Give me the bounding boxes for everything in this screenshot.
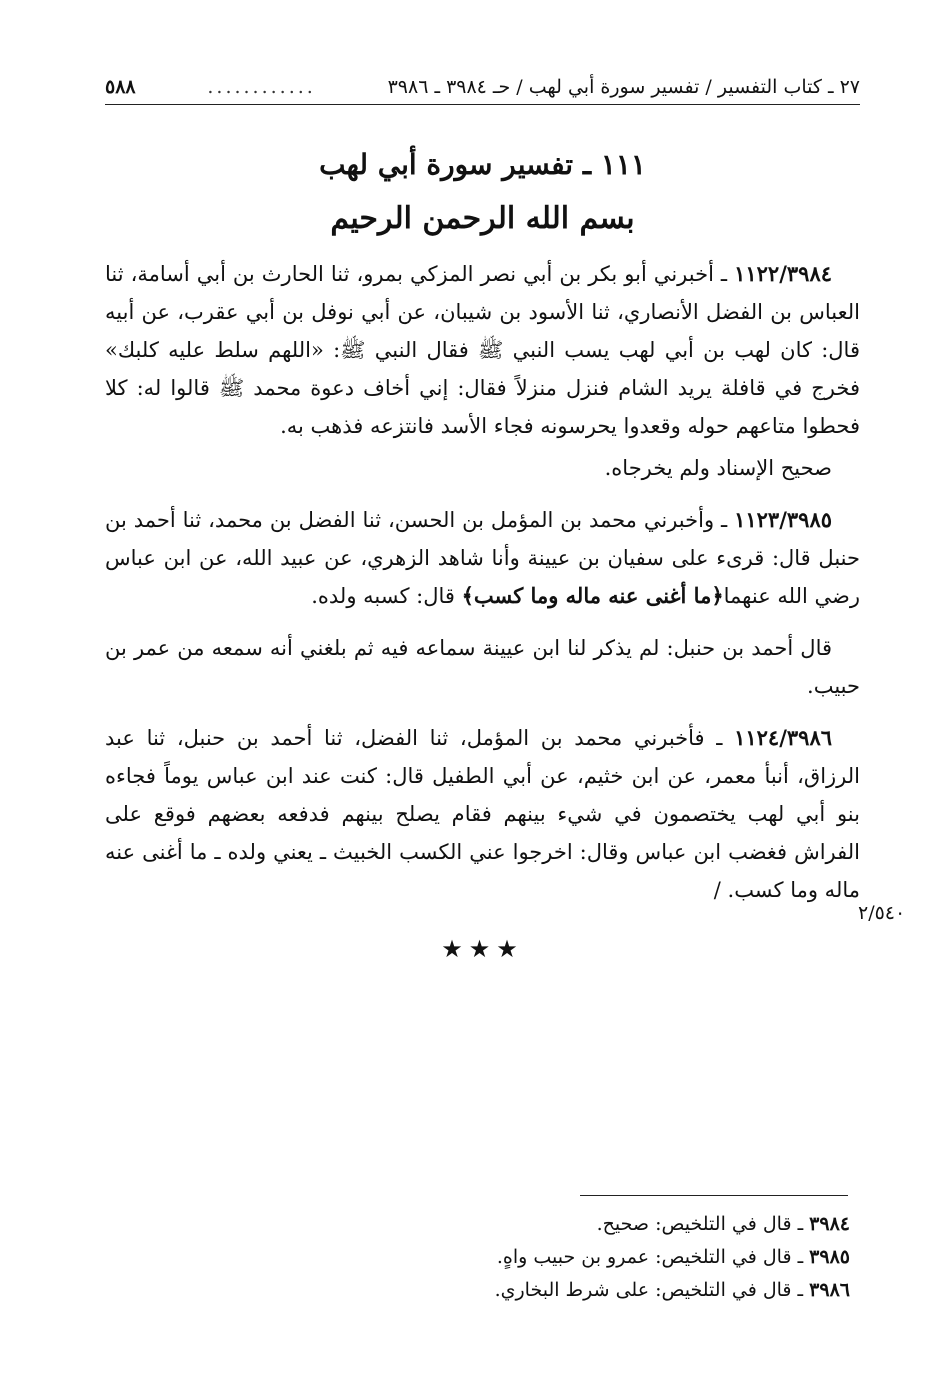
section-end-stars: ★★★ (441, 935, 524, 963)
hadith-3984-grade: صحيح الإسناد ولم يخرجاه. (604, 456, 832, 480)
hadith-number: ١١٢٤/٣٩٨٦ (734, 725, 832, 750)
hadith-3986 (105, 719, 860, 909)
hadith-3984 (105, 255, 860, 445)
hadith-text-end: قال: كسبه ولده. (311, 584, 462, 608)
margin-reference: ٢/٥٤٠ (858, 902, 906, 924)
running-head-dots: ............ (207, 76, 316, 98)
sura-title: ١١١ ـ تفسير سورة أبي لهب (319, 148, 646, 181)
running-head-title: ٢٧ ـ كتاب التفسير / تفسير سورة أبي لهب / حـ ٣٩٨٤ ـ ٣٩٨٦ (387, 76, 860, 98)
footnote-item: ٣٩٨٤ ـ قال في التلخيص: صحيح. (596, 1213, 850, 1235)
footnote-item: ٣٩٨٦ ـ قال في التلخيص: على شرط البخاري. (494, 1279, 850, 1301)
page-number: ٥٨٨ (105, 76, 136, 98)
hadith-number: ١١٢٣/٣٩٨٥ (734, 507, 832, 532)
footnote-divider (580, 1195, 848, 1196)
basmala: بسم الله الرحمن الرحيم (330, 201, 635, 236)
footnotes (420, 1208, 850, 1307)
hadith-3985 (105, 501, 860, 615)
hadith-text: ـ وأخبرني محمد بن المؤمل بن الحسن، ثنا الفضل بن محمد، ثنا أحمد بن حنبل قال: قرىء على سفيان بن عيينة وأنا شاهد الزهري، عن عبيد الله، عن ابن عباس رضي الله عنهما (105, 508, 860, 608)
hadith-text: ـ فأخبرني محمد بن المؤمل، ثنا الفضل، ثنا أحمد بن حنبل، ثنا عبد الرزاق، أنبأ معمر، عن ابن خثيم، عن أبي الطفيل قال: كنت عند ابن عباس يوماً فجاءه بنو أبي لهب يختصمون في شيء بينهم فقام يصلح بينهم فدفعه بعضهم فوقع على الفراش فغضب ابن عباس وقال: اخرجوا عني الكسب الخبيث ـ يعني ولده ـ ما أغنى عنه ماله وما كسب. / (105, 726, 860, 902)
hadith-3985-note: قال أحمد بن حنبل: لم يذكر لنا ابن عيينة سماعه فيه ثم بلغني أنه سمعه من عمر بن حبيب. (105, 636, 860, 698)
page-body (105, 74, 860, 963)
hadith-number: ١١٢٢/٣٩٨٤ (734, 261, 832, 286)
quran-verse: ﴿ما أغنى عنه ماله وما كسب﴾ (461, 583, 724, 608)
hadith-text: ـ أخبرني أبو بكر بن أبي نصر المزكي بمرو، ثنا الحارث بن أبي أسامة، ثنا العباس بن الفضل الأنصاري، ثنا الأسود بن شيبان، عن أبي نوفل بن أبي عقرب، عن أبيه قال: كان لهب بن أبي لهب يسب النبي ﷺ فقال النبي ﷺ: «اللهم سلط عليه كلبك» فخرج في قافلة يريد الشام فنزل منزلاً فقال: إني أخاف دعوة محمد ﷺ قالوا له: كلا فحطوا متاعهم حوله وقعدوا يحرسونه فجاء الأسد فانتزعه فذهب به. (105, 262, 860, 438)
running-head (105, 74, 860, 105)
footnote-item: ٣٩٨٥ ـ قال في التلخيص: عمرو بن حبيب واهٍ. (496, 1246, 850, 1268)
